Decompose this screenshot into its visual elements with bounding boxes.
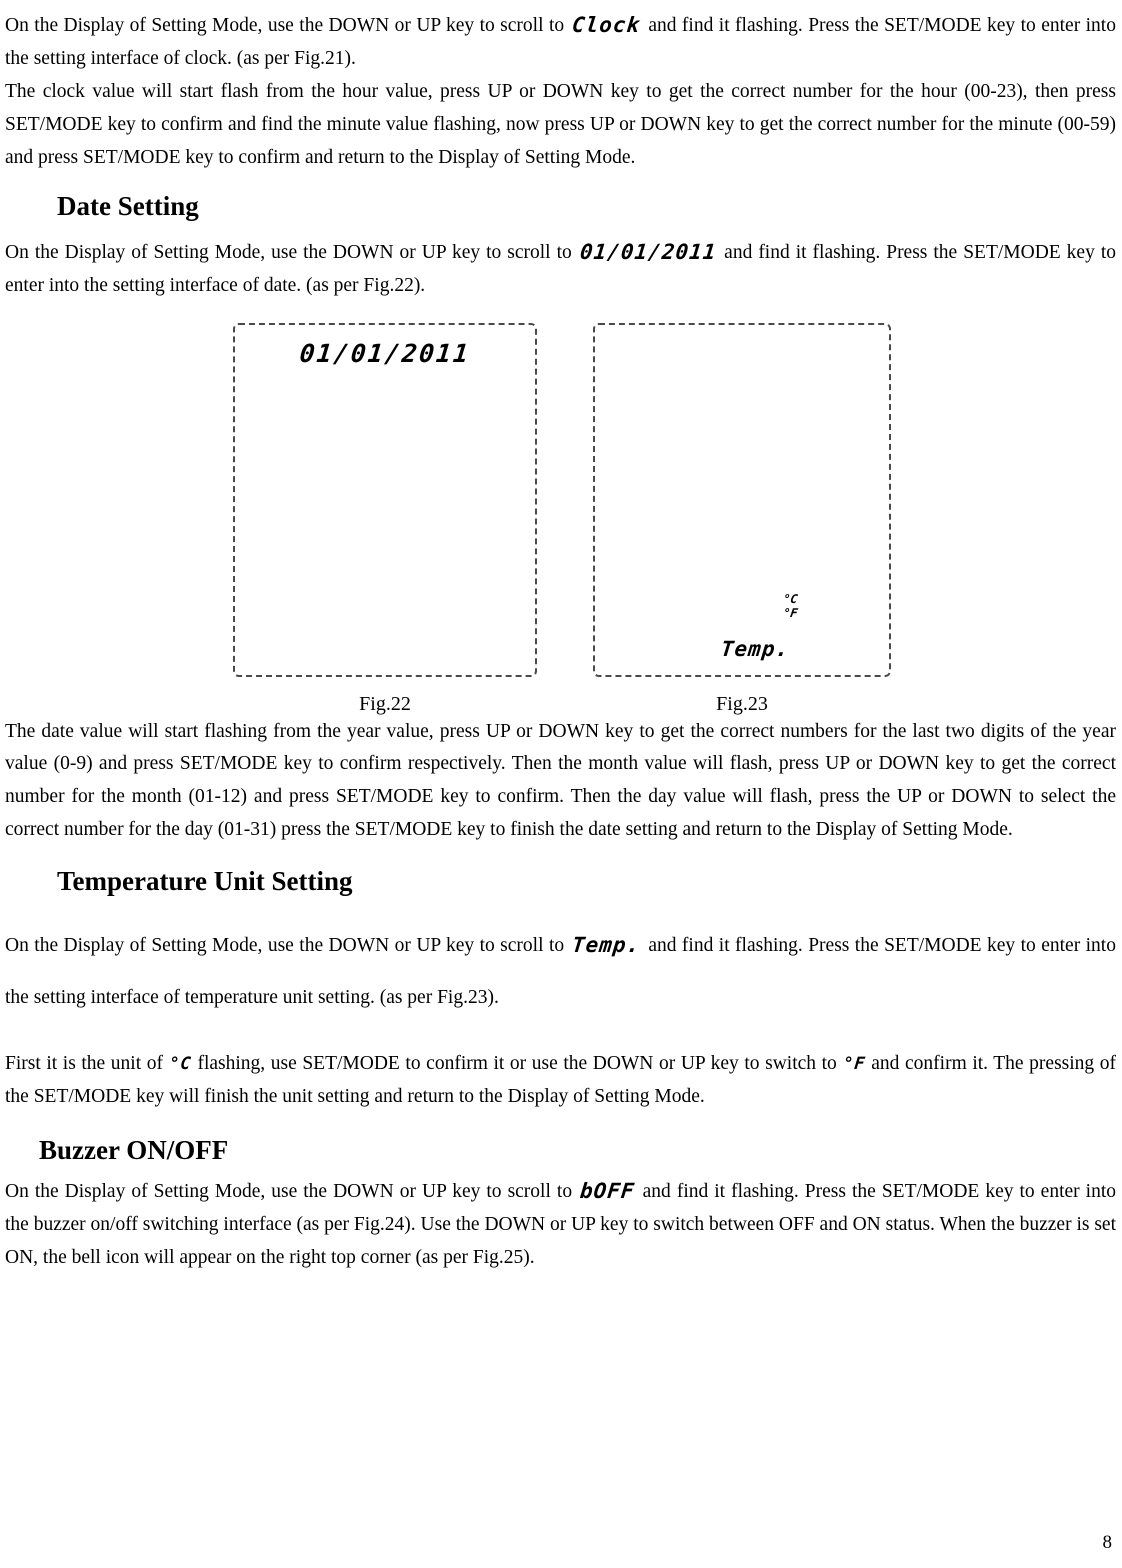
buzzer-heading: Buzzer ON/OFF xyxy=(39,1134,229,1165)
figure-23-caption: Fig.23 xyxy=(716,692,768,715)
fahrenheit-glyph: °F xyxy=(841,1054,867,1075)
temperature-scroll-paragraph xyxy=(5,919,1116,1022)
date-setting-paragraph xyxy=(5,235,1116,303)
text-run: and find it flashing. Press the SET/MODE key to enter into the setting interface of date. (as per Fig.22). xyxy=(5,241,1116,296)
text-run: On the Display of Setting Mode, use the DOWN or UP key to scroll to xyxy=(5,241,572,263)
clock-setting-paragraph xyxy=(5,8,1116,76)
temperature-units-stack xyxy=(783,593,797,621)
text-run: and find it flashing. Press the SET/MODE key to enter into the setting interface of temperature unit setting. (as per Fig.23). xyxy=(5,935,1116,1008)
text-run: On the Display of Setting Mode, use the DOWN or UP key to scroll to xyxy=(5,15,565,36)
temperature-unit-paragraph xyxy=(5,1048,1116,1114)
lcd-boff-glyph: bOFF xyxy=(578,1179,636,1204)
figure-captions xyxy=(233,693,1116,716)
lcd-temp-glyph: Temp. xyxy=(570,933,642,958)
figure-22-lcd-display xyxy=(233,323,537,677)
clock-value-paragraph: The clock value will start flash from the hour value, press UP or DOWN key to get the correct number for the hour (00-23), then press SET/MODE key to confirm and find the minute value flashing, now press UP or DOWN key to get the correct number for the minute (00-59) and press SET/MODE key to confirm and return to the Display of Setting Mode. xyxy=(5,81,1116,168)
lcd-date-readout: 01/01/2011 xyxy=(298,338,472,368)
text-run: and confirm it. The pressing of the SET/MODE key will finish the unit setting and return to the Display of Setting Mode. xyxy=(5,1053,1117,1108)
lcd-clock-glyph: Clock xyxy=(570,13,642,37)
date-value-paragraph: The date value will start flashing from the year value, press UP or DOWN key to get the correct numbers for the last two digits of the year value (0-9) and press SET/MODE key to confirm respectively. Then the month value will flash, press UP or DOWN key to get the correct number for the month (01-12) and press SET/MODE key to confirm. Then the day value will flash, press the UP or DOWN to select the correct number for the day (01-31) press the SET/MODE key to finish the date setting and return to the Display of Setting Mode. xyxy=(5,720,1116,840)
fahrenheit-unit-icon: °F xyxy=(781,605,799,620)
lcd-date-glyph: 01/01/2011 xyxy=(578,239,718,264)
celsius-unit-icon: °C xyxy=(781,592,799,607)
text-run: On the Display of Setting Mode, use the DOWN or UP key to scroll to xyxy=(5,935,565,957)
temperature-unit-heading: Temperature Unit Setting xyxy=(57,865,353,896)
text-run: and find it flashing. Press the SET/MODE key to enter into the buzzer on/off switching interface (as per Fig.24). Use the DOWN or UP key to switch between OFF and ON status. When the buzzer is set ON, the bell icon will appear on the right top corner (as per Fig.25). xyxy=(5,1181,1116,1269)
text-run: and find it flashing. Press the SET/MODE key to enter into the setting interface of clock. (as per Fig.21). xyxy=(5,15,1116,70)
date-setting-heading: Date Setting xyxy=(57,191,199,222)
text-run: On the Display of Setting Mode, use the DOWN or UP key to scroll to xyxy=(5,1181,573,1203)
buzzer-paragraph xyxy=(5,1174,1116,1275)
text-run: First it is the unit of xyxy=(5,1053,163,1075)
page-number: 8 xyxy=(1102,1532,1112,1553)
figure-22-caption: Fig.22 xyxy=(359,692,411,715)
text-run: flashing, use SET/MODE to confirm it or use the DOWN or UP key to switch to xyxy=(197,1053,837,1075)
figures-row xyxy=(233,323,1116,677)
figure-23-lcd-display xyxy=(593,323,891,677)
celsius-glyph: °C xyxy=(167,1054,193,1075)
lcd-temp-label: Temp. xyxy=(719,636,791,661)
